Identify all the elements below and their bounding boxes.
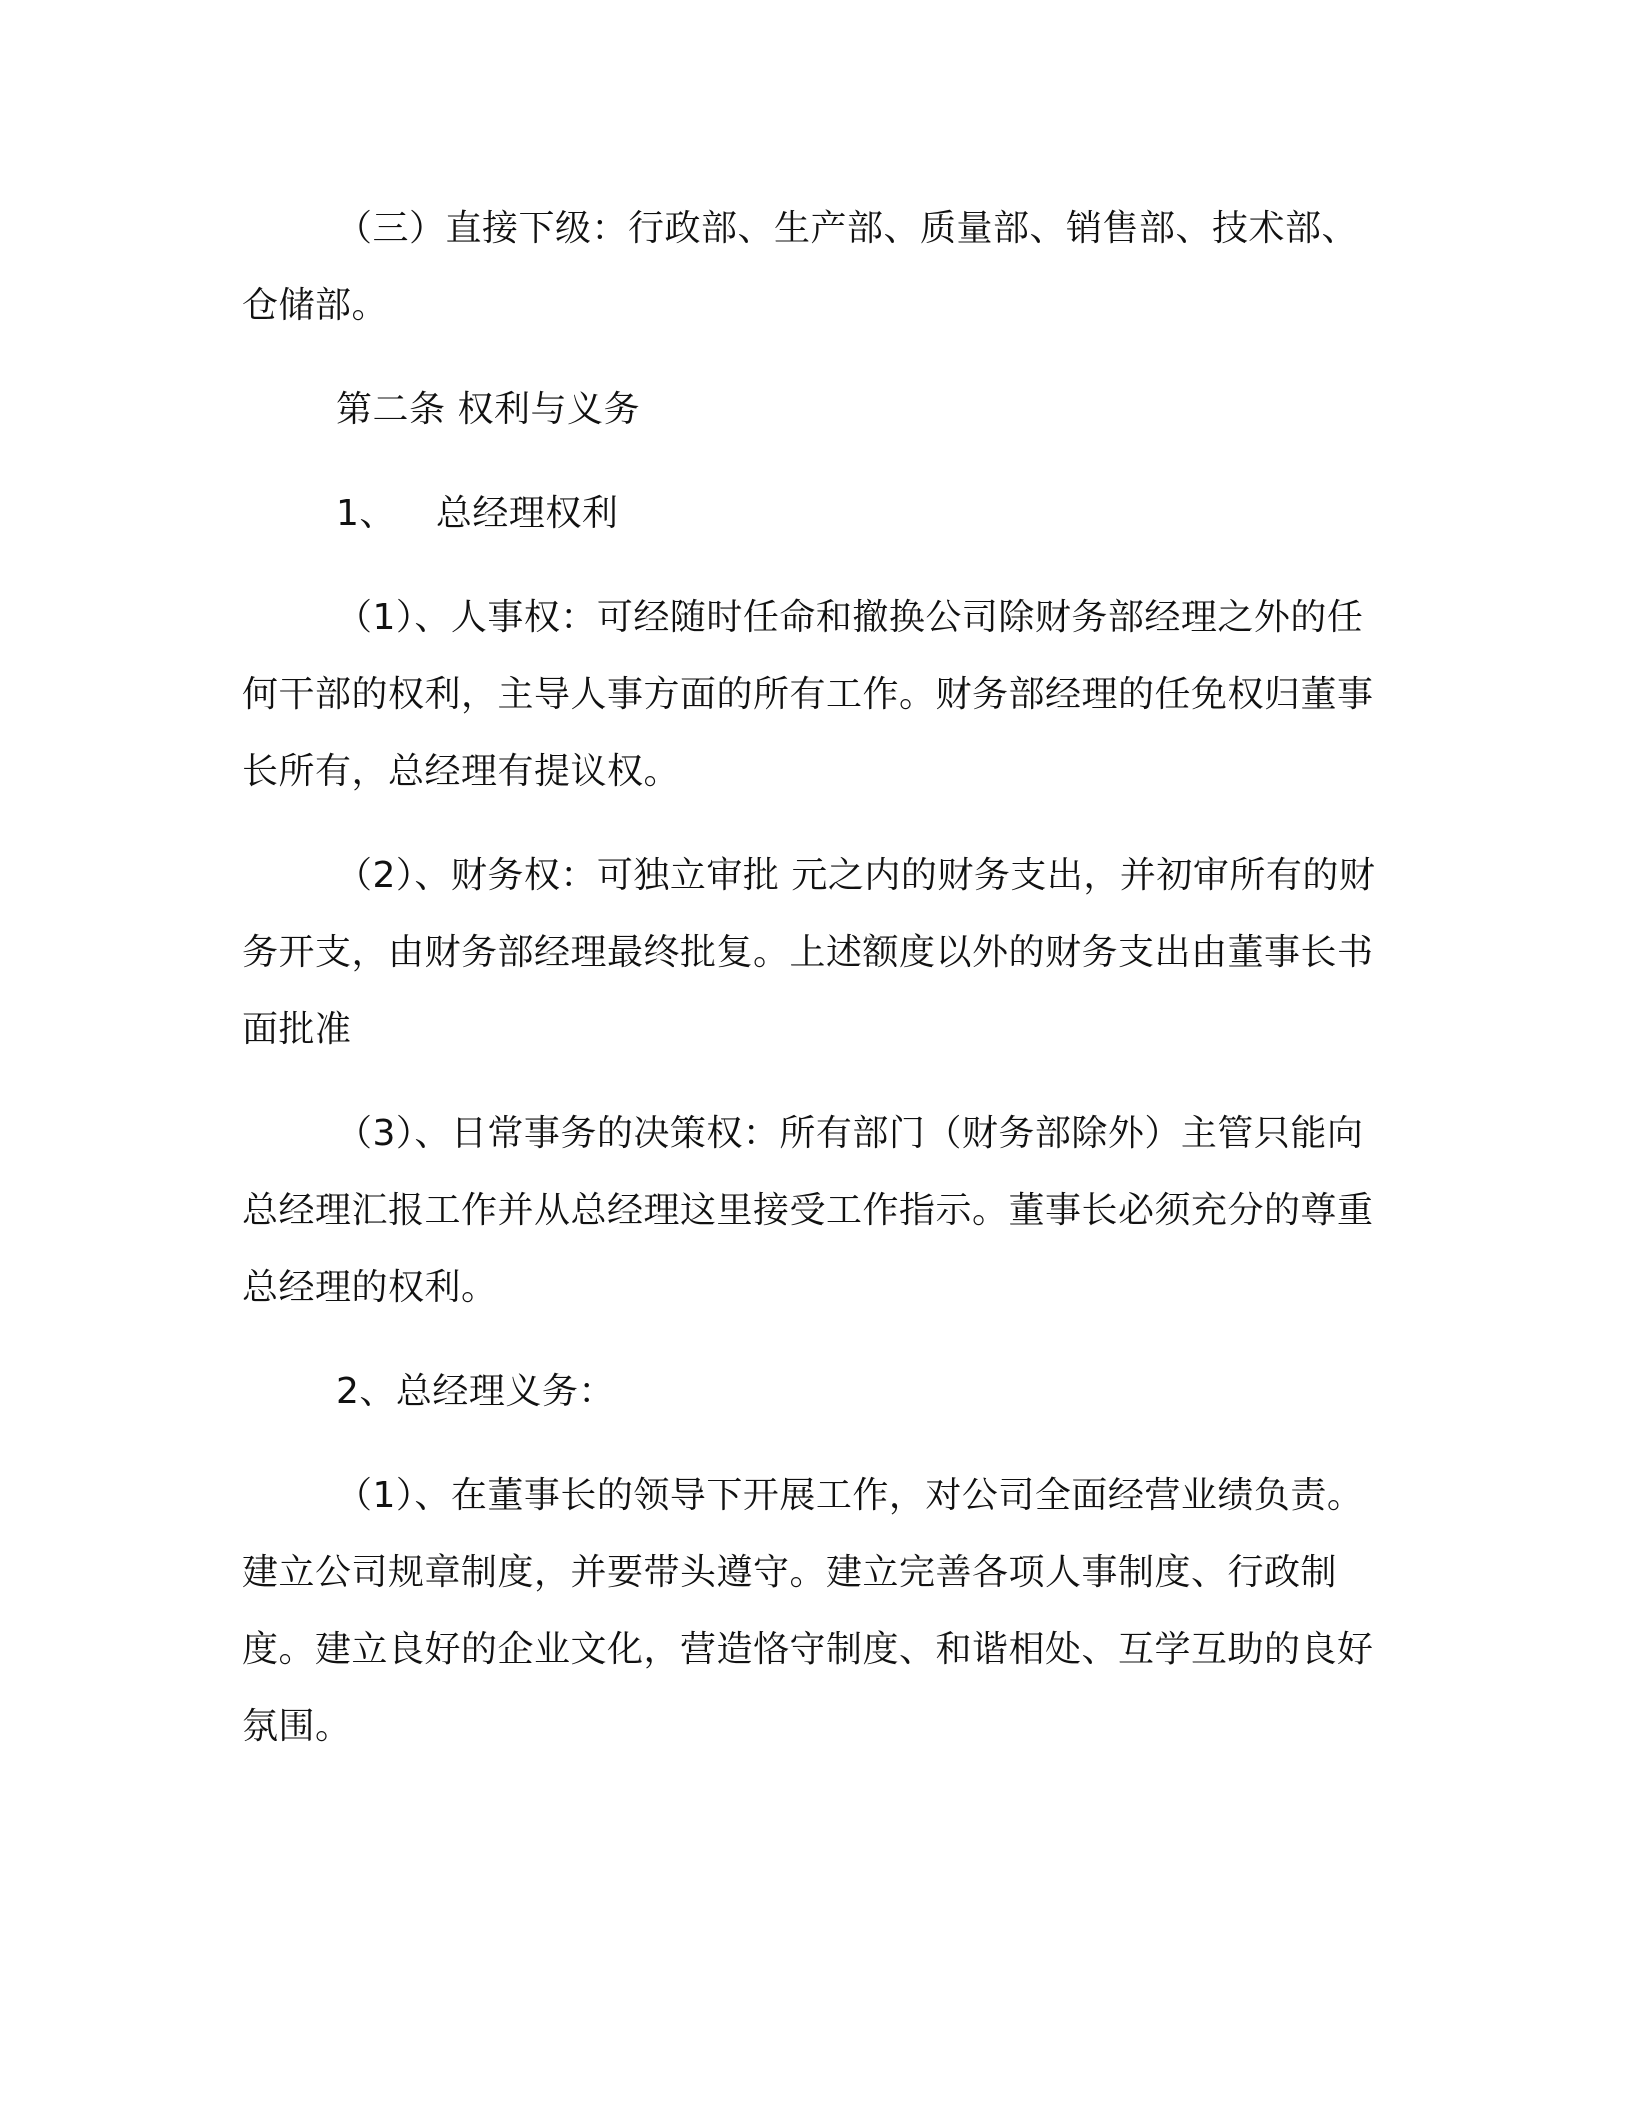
item-number: 1、 xyxy=(336,493,396,534)
item-title-text: 2、总经理义务： xyxy=(336,1371,615,1412)
item-title-gm-duties xyxy=(242,1353,1382,1430)
paragraph-duty-1 xyxy=(242,1457,1382,1765)
paragraph-decision-right xyxy=(242,1095,1382,1326)
paragraph-text: （1）、人事权：可经随时任命和撤换公司除财务部经理之外的任何干部的权利，主导人事方面的所有工作。财务部经理的任免权归董事长所有，总经理有提议权。 xyxy=(242,597,1374,792)
paragraph-text: （三）直接下级：行政部、生产部、质量部、销售部、技术部、仓储部。 xyxy=(242,208,1359,326)
item-title-gm-rights xyxy=(242,475,1382,552)
paragraph-text: （3）、日常事务的决策权：所有部门（财务部除外）主管只能向总经理汇报工作并从总经理这里接受工作指示。董事长必须充分的尊重总经理的权利。 xyxy=(242,1113,1374,1308)
paragraph-text: （1）、在董事长的领导下开展工作，对公司全面经营业绩负责。建立公司规章制度，并要带头遵守。建立完善各项人事制度、行政制度。建立良好的企业文化，营造恪守制度、和谐相处、互学互助的良好氛围。 xyxy=(242,1475,1374,1747)
paragraph-finance-right xyxy=(242,837,1382,1068)
item-title-text: 总经理权利 xyxy=(435,493,619,534)
paragraph-text: （2）、财务权：可独立审批 元之内的财务支出，并初审所有的财务开支，由财务部经理最终批复。上述额度以外的财务支出由董事长书面批准 xyxy=(242,855,1376,1050)
document-body xyxy=(242,190,1382,1792)
paragraph-personnel-right xyxy=(242,579,1382,810)
heading-text: 第二条 权利与义务 xyxy=(336,389,640,430)
paragraph-direct-subordinates xyxy=(242,190,1382,344)
section-heading-rights-and-duties xyxy=(242,371,1382,448)
